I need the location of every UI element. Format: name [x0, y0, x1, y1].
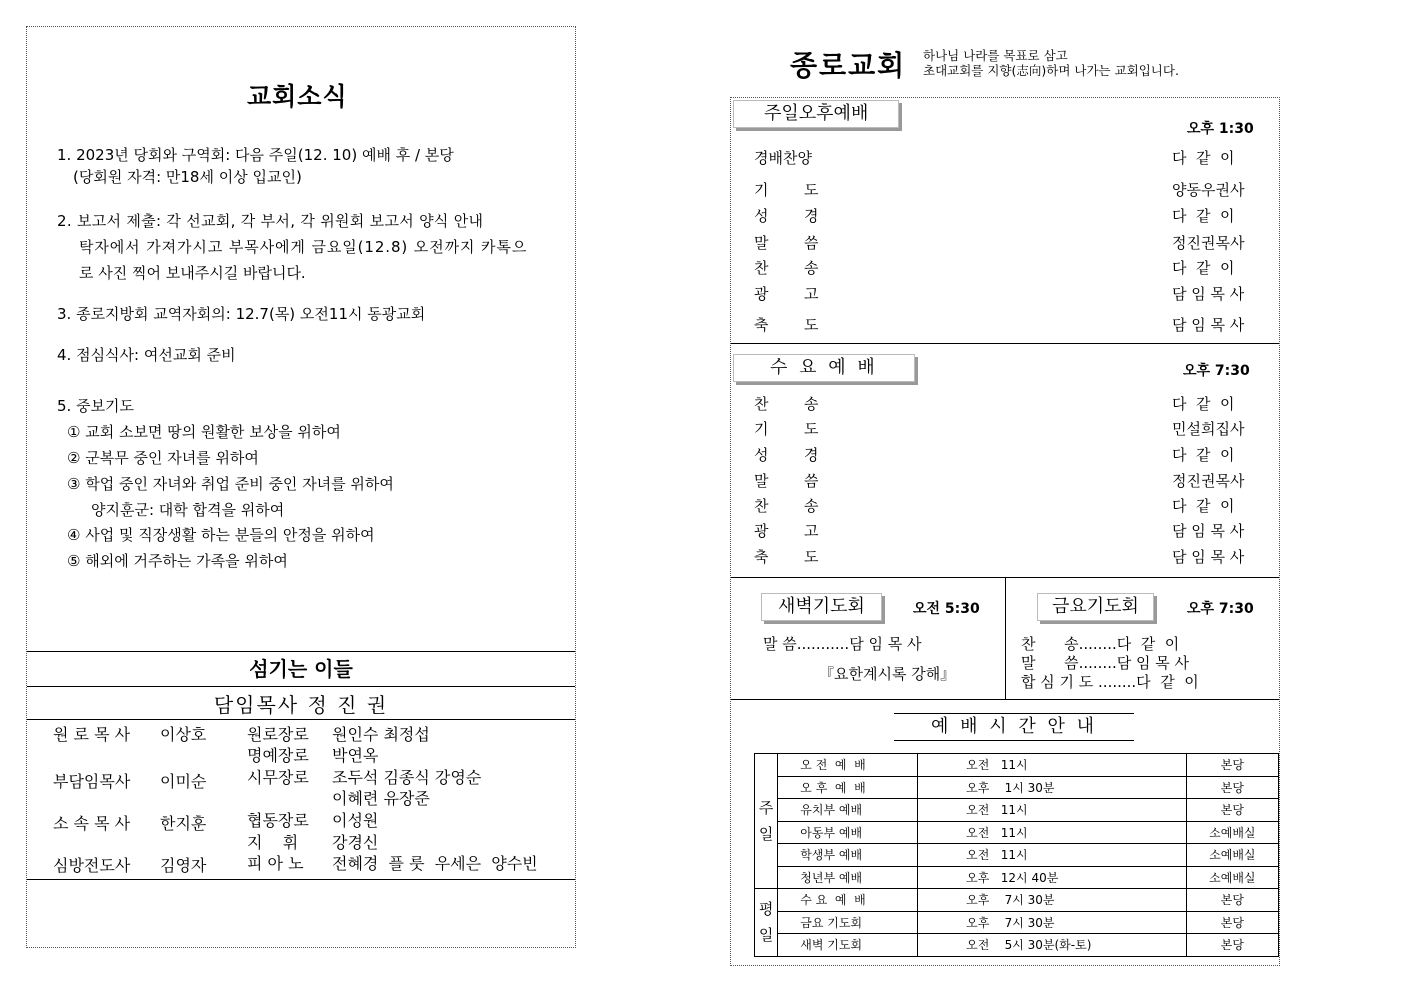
- order-item-label: 도: [804, 181, 819, 199]
- staff-name: 한지훈: [160, 814, 207, 833]
- schedule-service-place: 본당: [1186, 911, 1278, 934]
- prayer-item-2: ② 군복무 중인 자녀를 위하여: [67, 449, 259, 467]
- order-item-person: 정진권목사: [1172, 234, 1245, 252]
- piano-role: 피 아 노: [247, 854, 304, 873]
- order-item-label: 씀: [804, 472, 819, 490]
- schedule-service-name: 오 전 예 배: [778, 754, 918, 777]
- schedule-service-time: 오전 11시: [918, 821, 1187, 844]
- wednesday-time: 오후 7:30: [1183, 363, 1250, 379]
- schedule-service-name: 학생부 예배: [778, 844, 918, 867]
- order-item-label: 송: [804, 395, 819, 413]
- schedule-service-name: 새벽 기도회: [778, 934, 918, 957]
- divider: [27, 719, 575, 720]
- schedule-service-place: 소예배실: [1186, 844, 1278, 867]
- order-row: [754, 205, 1254, 227]
- sunday-pm-time: 오후 1:30: [1187, 121, 1254, 137]
- sunday-group-label-char: 일: [758, 825, 774, 843]
- schedule-service-time: 오전 11시: [918, 799, 1187, 822]
- order-item-label: 광: [754, 522, 769, 540]
- schedule-service-name: 오 후 예 배: [778, 776, 918, 799]
- elder-names: 박연옥: [332, 746, 379, 765]
- order-item-person: 담 임 목 사: [1172, 522, 1245, 540]
- servers-title: 섬기는 이들: [249, 657, 353, 681]
- service-schedule-table: [754, 753, 1279, 957]
- schedule-row: [755, 934, 1279, 957]
- schedule-service-place: 본당: [1186, 799, 1278, 822]
- dawn-sermon-row: 말 씀...........담 임 목 사: [763, 635, 922, 653]
- right-page: [730, 97, 1280, 966]
- order-row: [754, 314, 1254, 336]
- friday-sermon-row: 말 씀........담 임 목 사: [1021, 654, 1189, 672]
- elder-role: 원로장로: [247, 725, 309, 744]
- prayer-item-3: ③ 학업 중인 자녀와 취업 준비 중인 자녀를 위하여: [67, 475, 394, 493]
- news-item-1-line1: 1. 2023년 당회와 구역회: 다음 주일(12. 10) 예배 후 / 본당: [57, 146, 454, 164]
- schedule-service-place: 본당: [1186, 889, 1278, 912]
- order-item-label: 도: [804, 548, 819, 566]
- left-page: [26, 26, 576, 948]
- schedule-service-time: 오후 1시 30분: [918, 776, 1187, 799]
- divider: [27, 651, 575, 652]
- order-item-label: 씀: [804, 234, 819, 252]
- friday-prayer-row: 합 심 기 도 ........다 같 이: [1021, 673, 1199, 691]
- prayer-item-1: ① 교회 소보면 땅의 원활한 보상을 위하여: [67, 423, 341, 441]
- news-item-5: 5. 중보기도: [57, 397, 135, 415]
- order-row: [754, 283, 1254, 305]
- service-schedule-title: 예 배 시 간 안 내: [894, 713, 1134, 741]
- schedule-service-time: 오전 11시: [918, 754, 1187, 777]
- staff-name: 김영자: [160, 856, 207, 875]
- order-item-person: 민설희집사: [1172, 420, 1245, 438]
- sunday-pm-service-label: 주일오후예배: [733, 100, 899, 128]
- staff-name: 이상호: [160, 725, 207, 744]
- staff-name: 이미순: [160, 772, 207, 791]
- dawn-sermon-title: 『요한계시록 강해』: [819, 665, 956, 683]
- order-row: [754, 179, 1254, 201]
- order-item-person: 다 같 이: [1172, 259, 1235, 277]
- schedule-row: [755, 754, 1279, 777]
- elder-names: 이혜련 유장준: [332, 789, 430, 808]
- staff-role: 심방전도사: [53, 856, 131, 875]
- news-item-2-line2: 탁자에서 가져가시고 부목사에게 금요일(12.8) 오전까지 카톡으: [79, 238, 528, 256]
- schedule-service-place: 소예배실: [1186, 821, 1278, 844]
- order-item-person: 다 같 이: [1172, 446, 1235, 464]
- staff-role: 소 속 목 사: [53, 814, 131, 833]
- order-item-label: 성: [754, 446, 769, 464]
- church-news-title: 교회소식: [247, 82, 348, 111]
- friday-prayer-label: 금요기도회: [1037, 593, 1154, 621]
- order-item-label: 경배찬양: [754, 149, 812, 167]
- schedule-row: [755, 866, 1279, 889]
- divider: [27, 686, 575, 687]
- prayer-item-3-sub: 양지훈군: 대학 합격을 위하여: [91, 501, 285, 519]
- order-item-person: 다 같 이: [1172, 395, 1235, 413]
- order-item-label: 말: [754, 472, 769, 490]
- dawn-prayer-time: 오전 5:30: [913, 601, 980, 617]
- order-item-label: 고: [804, 522, 819, 540]
- schedule-service-time: 오전 11시: [918, 844, 1187, 867]
- order-item-person: 담 임 목 사: [1172, 316, 1245, 334]
- schedule-service-place: 본당: [1186, 934, 1278, 957]
- wednesday-service-label: 수 요 예 배: [733, 354, 915, 382]
- elder-names: 이성원: [332, 811, 379, 830]
- schedule-service-time: 오전 5시 30분(화-토): [918, 934, 1187, 957]
- order-item-label: 기: [754, 420, 769, 438]
- order-item-label: 찬: [754, 497, 769, 515]
- schedule-service-place: 본당: [1186, 754, 1278, 777]
- schedule-row: [755, 821, 1279, 844]
- order-row: [754, 232, 1254, 254]
- church-motto-line2: 초대교회를 지향(志向)하며 나가는 교회입니다.: [923, 63, 1179, 78]
- conductor-name: 강경신: [332, 833, 379, 852]
- order-item-label: 축: [754, 548, 769, 566]
- elder-role: 시무장로: [247, 768, 309, 787]
- schedule-service-place: 소예배실: [1186, 866, 1278, 889]
- schedule-row: [755, 911, 1279, 934]
- schedule-service-time: 오후 7시 30분: [918, 889, 1187, 912]
- order-item-label: 찬: [754, 395, 769, 413]
- order-row: [754, 546, 1254, 568]
- order-item-person: 다 같 이: [1172, 497, 1235, 515]
- church-motto-line1: 하나님 나라를 목표로 삼고: [923, 48, 1068, 63]
- order-row: [754, 444, 1254, 466]
- order-item-label: 고: [804, 285, 819, 303]
- weekday-group-label-char: 평: [758, 900, 774, 919]
- weekday-group-label: [755, 889, 778, 957]
- order-row: [754, 393, 1254, 415]
- schedule-service-name: 청년부 예배: [778, 866, 918, 889]
- elder-role: 협동장로: [247, 811, 309, 830]
- schedule-service-time: 오후 12시 40분: [918, 866, 1187, 889]
- piano-names: 전혜경 플 룻 우세은 양수빈: [332, 854, 538, 873]
- divider: [731, 343, 1279, 344]
- prayer-item-4: ④ 사업 및 직장생활 하는 분들의 안정을 위하여: [67, 526, 375, 544]
- order-row: [754, 147, 1254, 169]
- dawn-prayer-label: 새벽기도회: [761, 593, 882, 621]
- news-item-3: 3. 종로지방회 교역자회의: 12.7(목) 오전11시 동광교회: [57, 305, 426, 323]
- schedule-service-time: 오후 7시 30분: [918, 911, 1187, 934]
- order-row: [754, 520, 1254, 542]
- schedule-service-name: 수 요 예 배: [778, 889, 918, 912]
- order-item-person: 담 임 목 사: [1172, 548, 1245, 566]
- schedule-row: [755, 776, 1279, 799]
- elder-names: 원인수 최정섭: [332, 725, 430, 744]
- schedule-service-name: 금요 기도회: [778, 911, 918, 934]
- news-item-1-line2: (당회원 자격: 만18세 이상 입교인): [73, 168, 302, 186]
- staff-role: 원 로 목 사: [53, 725, 131, 744]
- conductor-role: 지 휘: [247, 833, 299, 852]
- order-row: [754, 495, 1254, 517]
- schedule-service-place: 본당: [1186, 776, 1278, 799]
- news-item-2-line3: 로 사진 찍어 보내주시길 바랍니다.: [79, 264, 306, 282]
- order-item-label: 경: [804, 207, 819, 225]
- schedule-service-name: 유치부 예배: [778, 799, 918, 822]
- sunday-group-label-char: 주: [758, 799, 774, 817]
- order-item-person: 다 같 이: [1172, 149, 1235, 167]
- friday-prayer-time: 오후 7:30: [1187, 601, 1254, 617]
- weekday-group-label-char: 일: [758, 926, 774, 945]
- staff-role: 부담임목사: [53, 772, 131, 791]
- church-motto: [923, 48, 1179, 78]
- schedule-service-name: 아동부 예배: [778, 821, 918, 844]
- divider: [27, 879, 575, 880]
- sunday-group-label: [755, 754, 778, 889]
- elder-names: 조두석 김종식 강영순: [332, 768, 482, 787]
- order-item-person: 정진권목사: [1172, 472, 1245, 490]
- order-item-person: 양동우권사: [1172, 181, 1245, 199]
- divider: [731, 699, 1279, 700]
- order-item-label: 말: [754, 234, 769, 252]
- order-item-label: 광: [754, 285, 769, 303]
- order-item-label: 도: [804, 316, 819, 334]
- order-item-person: 담 임 목 사: [1172, 285, 1245, 303]
- order-row: [754, 470, 1254, 492]
- divider: [1005, 577, 1006, 699]
- order-item-label: 송: [804, 259, 819, 277]
- church-name: 종로교회: [790, 49, 907, 82]
- news-item-4: 4. 점심식사: 여선교회 준비: [57, 346, 236, 364]
- order-row: [754, 257, 1254, 279]
- prayer-item-5: ⑤ 해외에 거주하는 가족을 위하여: [67, 552, 288, 570]
- order-item-label: 기: [754, 181, 769, 199]
- friday-hymn-row: 찬 송........다 같 이: [1021, 635, 1180, 653]
- order-item-label: 경: [804, 446, 819, 464]
- order-item-label: 도: [804, 420, 819, 438]
- senior-pastor-line: 담임목사 정 진 권: [213, 693, 389, 717]
- schedule-row: [755, 889, 1279, 912]
- order-row: [754, 418, 1254, 440]
- order-item-label: 축: [754, 316, 769, 334]
- order-item-person: 다 같 이: [1172, 207, 1235, 225]
- schedule-row: [755, 799, 1279, 822]
- order-item-label: 송: [804, 497, 819, 515]
- news-item-2-line1: 2. 보고서 제출: 각 선교회, 각 부서, 각 위원회 보고서 양식 안내: [57, 212, 484, 230]
- order-item-label: 성: [754, 207, 769, 225]
- schedule-row: [755, 844, 1279, 867]
- elder-role: 명예장로: [247, 746, 309, 765]
- order-item-label: 찬: [754, 259, 769, 277]
